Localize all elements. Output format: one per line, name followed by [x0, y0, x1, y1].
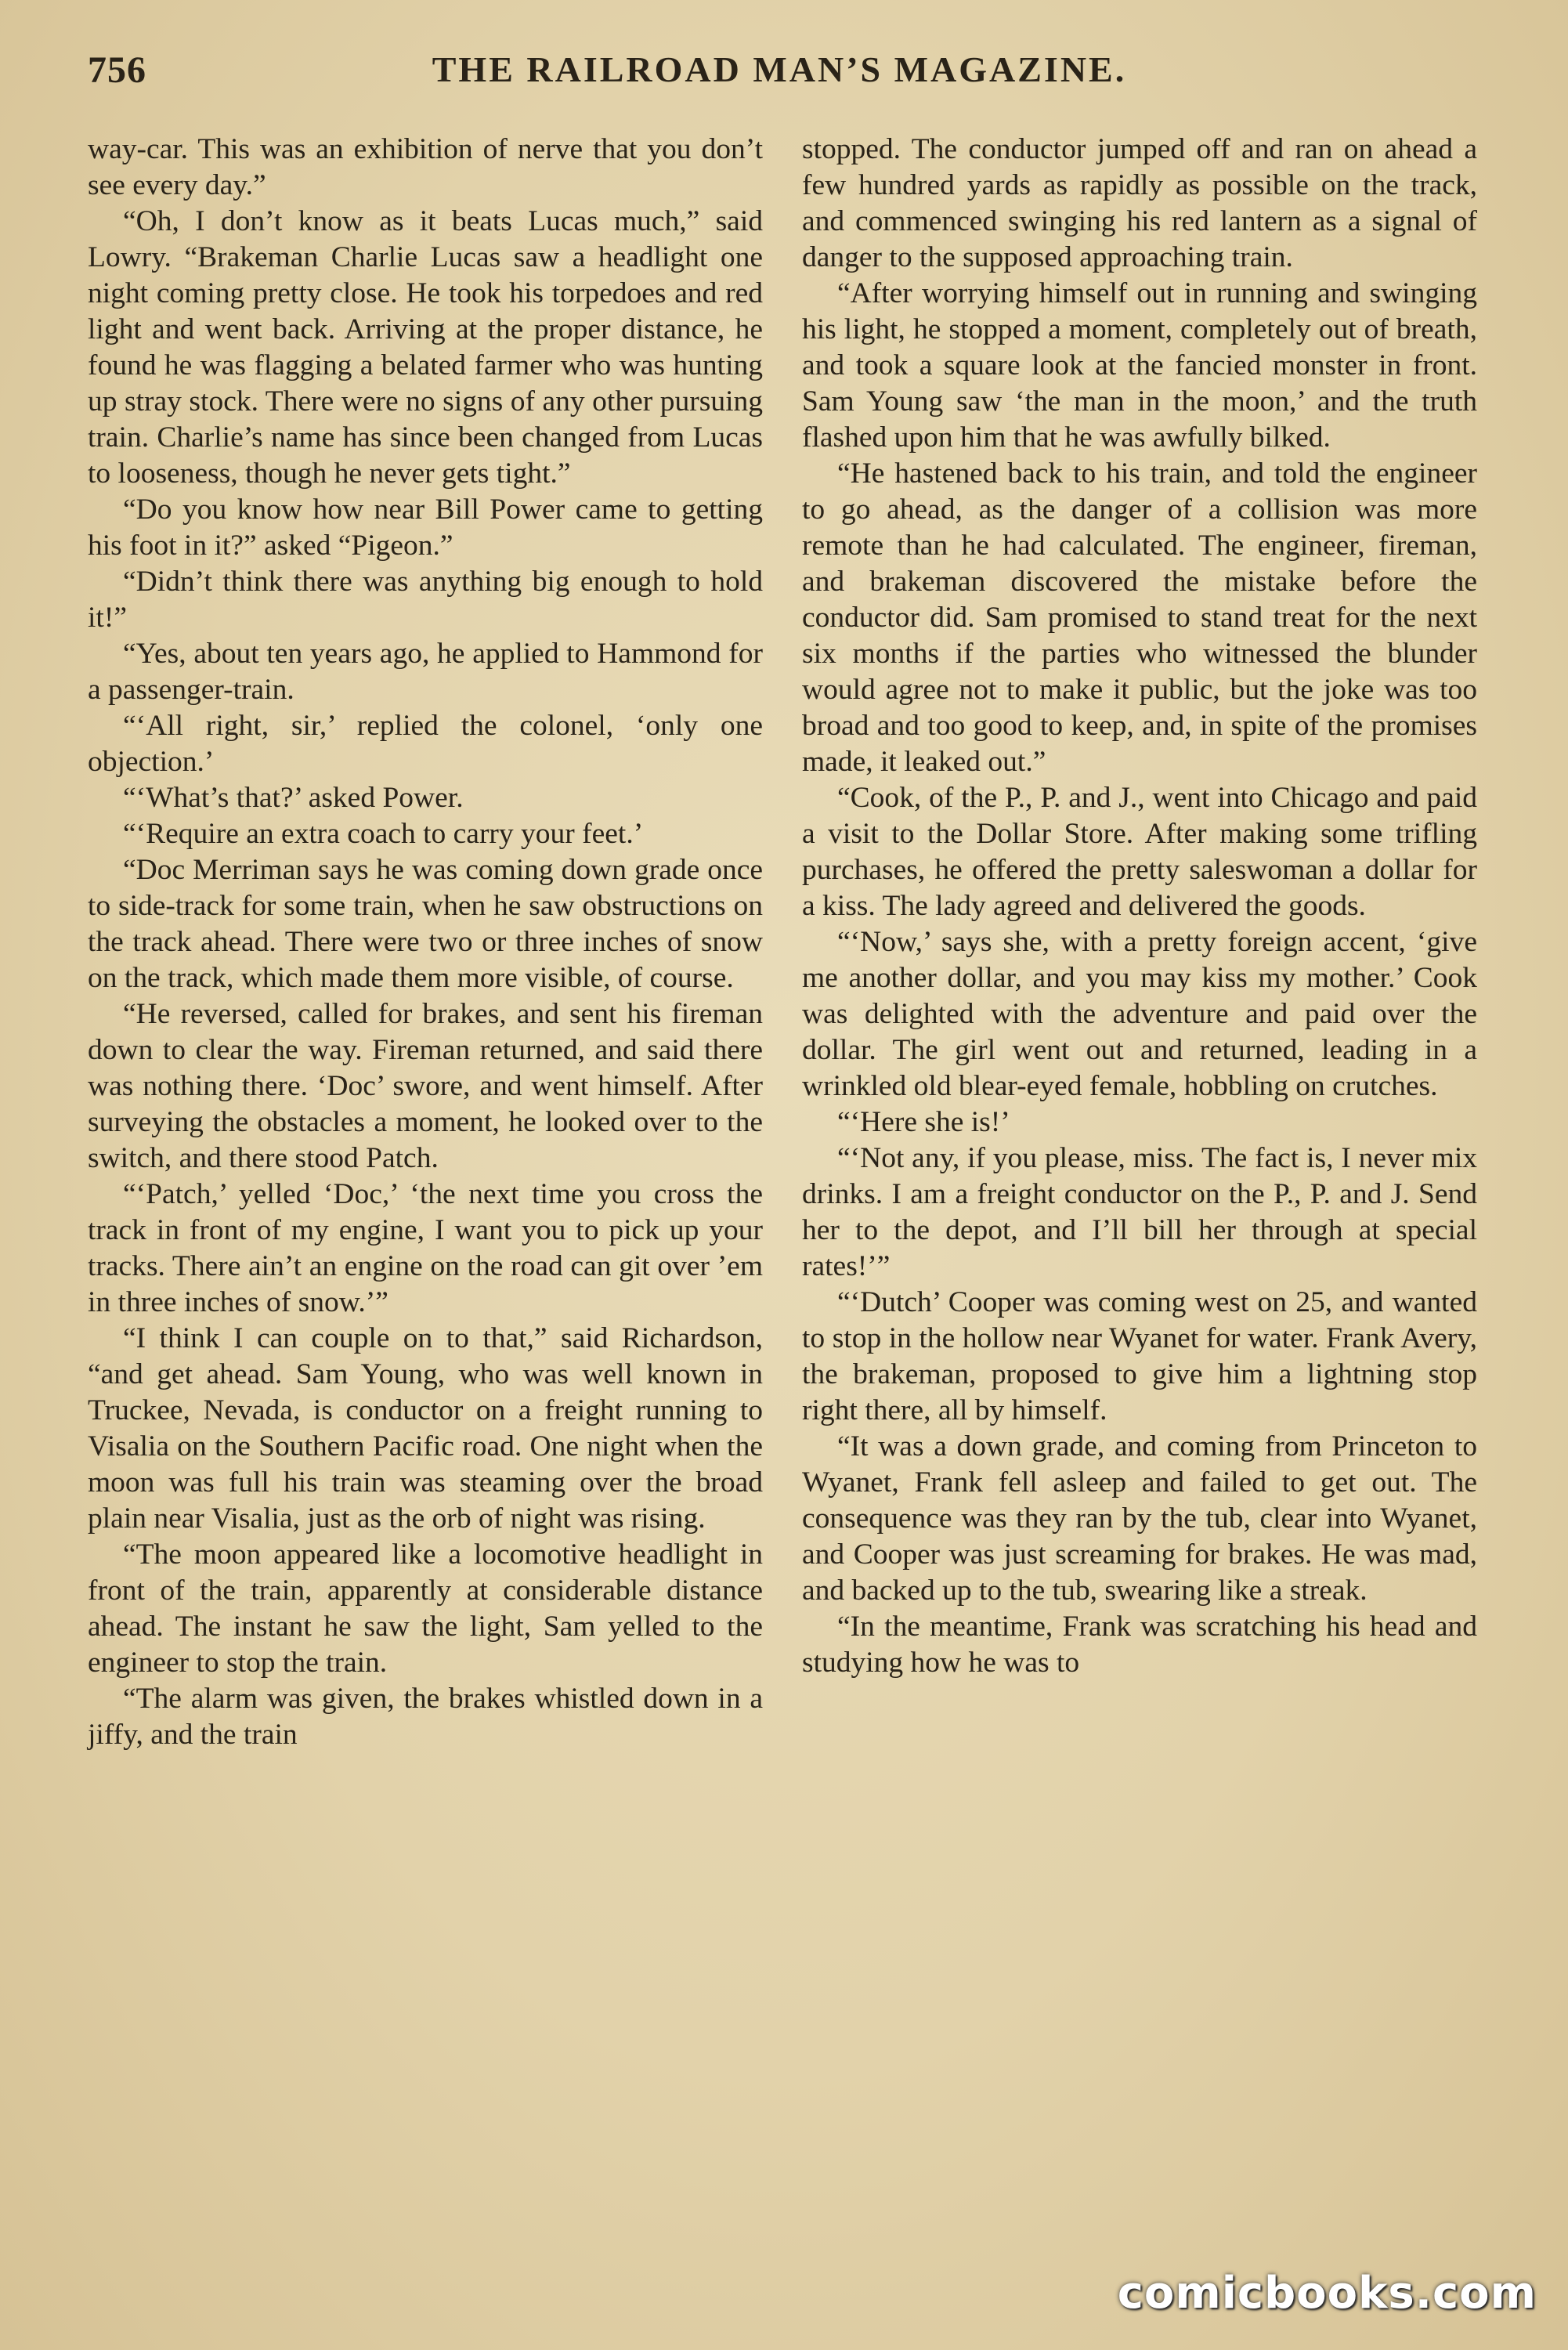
paragraph: “He hastened back to his train, and told the engineer to go ahead, as the danger of a collision was more remote than he had calculated. The engineer, fireman, and brakeman discovered the mistake before the conductor did. Sam promised to stand treat for the next six months if the parties who witnessed the blunder would agree not to make it public, but the joke was too broad and too good to keep, and, in spite of the promises made, it leaked out.”: [802, 457, 1477, 778]
page-number: 756: [88, 49, 146, 91]
paragraph: “‘Dutch’ Cooper was coming west on 25, and wanted to stop in the hollow near Wyanet for water. Frank Avery, the brakeman, proposed to give him a lightning stop right there, all by himself.: [802, 1286, 1477, 1426]
paragraph: “The moon appeared like a locomotive headlight in front of the train, apparently at considerable distance ahead. The instant he saw the light, Sam yelled to the engineer to stop the train.: [88, 1538, 763, 1679]
site-watermark: comicbooks.com: [1117, 2268, 1537, 2319]
page-header: [88, 49, 1471, 103]
paragraph: “It was a down grade, and coming from Princeton to Wyanet, Frank fell asleep and failed to get out. The consequence was they ran by the tub, clear into Wyanet, and Cooper was just screaming for brakes. He was mad, and backed up to the tub, swearing like a streak.: [802, 1430, 1477, 1607]
paragraph: way-car. This was an exhibition of nerve that you don’t see every day.”: [88, 133, 763, 201]
paragraph: “‘Here she is!’: [837, 1106, 1010, 1138]
paragraph: “In the meantime, Frank was scratching his head and studying how he was to: [802, 1611, 1477, 1679]
paragraph: “He reversed, called for brakes, and sent his fireman down to clear the way. Fireman returned, and said there was nothing there. ‘Doc’ swore, and went himself. After surveying the obstacles a moment, he looked over to the switch, and there stood Patch.: [88, 998, 763, 1174]
paragraph: “Do you know how near Bill Power came to getting his foot in it?” asked “Pigeon.”: [88, 494, 763, 562]
paragraph: “Yes, about ten years ago, he applied to Hammond for a passenger-train.: [88, 638, 763, 706]
paragraph: “‘Not any, if you please, miss. The fact is, I never mix drinks. I am a freight conductor on the P., P. and J. Send her to the depot, and I’ll bill her through at special rates!’”: [802, 1142, 1477, 1282]
paragraph: “‘Now,’ says she, with a pretty foreign accent, ‘give me another dollar, and you may kiss my mother.’ Cook was delighted with the adventure and paid over the dollar. The girl went out and returned, leading in a wrinkled old blear-eyed female, hobbling on crutches.: [802, 926, 1477, 1102]
paragraph: “Doc Merriman says he was coming down grade once to side-track for some train, when he saw obstructions on the track ahead. There were two or three inches of snow on the track, which made them more visible, of course.: [88, 854, 763, 994]
paragraph: “‘Require an extra coach to carry your feet.’: [123, 818, 644, 850]
running-head: THE RAILROAD MAN’S MAGAZINE.: [432, 49, 1127, 89]
paragraph: “‘What’s that?’ asked Power.: [123, 782, 464, 814]
right-column: [802, 132, 1477, 1681]
paragraph: “‘All right, sir,’ replied the colonel, ‘only one objection.’: [88, 710, 763, 778]
paragraph: “Cook, of the P., P. and J., went into Chicago and paid a visit to the Dollar Store. After making some trifling purchases, he offered the pretty saleswoman a dollar for a kiss. The lady agreed and delivered the goods.: [802, 782, 1477, 922]
paragraph: “After worrying himself out in running and swinging his light, he stopped a moment, completely out of breath, and took a square look at the fancied monster in front. Sam Young saw ‘the man in the moon,’ and the truth flashed upon him that he was awfully bilked.: [802, 277, 1477, 454]
paragraph: “Oh, I don’t know as it beats Lucas much,” said Lowry. “Brakeman Charlie Lucas saw a headlight one night coming pretty close. He took his torpedoes and red light and went back. Arriving at the proper distance, he found he was flagging a belated farmer who was hunting up stray stock. There were no signs of any other pursuing train. Charlie’s name has since been changed from Lucas to looseness, though he never gets tight.”: [88, 205, 763, 490]
paragraph: “I think I can couple on to that,” said Richardson, “and get ahead. Sam Young, who was well known in Truckee, Nevada, is conductor on a freight running to Visalia on the Southern Pacific road. One night when the moon was full his train was steaming over the broad plain near Visalia, just as the orb of night was rising.: [88, 1322, 763, 1535]
paragraph: “‘Patch,’ yelled ‘Doc,’ ‘the next time you cross the track in front of my engine, I want you to pick up your tracks. There ain’t an engine on the road can git over ’em in three inches of snow.’”: [88, 1178, 763, 1318]
paragraph: “The alarm was given, the brakes whistled down in a jiffy, and the train: [88, 1683, 763, 1751]
paragraph: stopped. The conductor jumped off and ran on ahead a few hundred yards as rapidly as possible on the track, and commenced swinging his red lantern as a signal of danger to the supposed approaching train.: [802, 133, 1477, 273]
left-column: [88, 132, 763, 1753]
paragraph: “Didn’t think there was anything big enough to hold it!”: [88, 566, 763, 634]
